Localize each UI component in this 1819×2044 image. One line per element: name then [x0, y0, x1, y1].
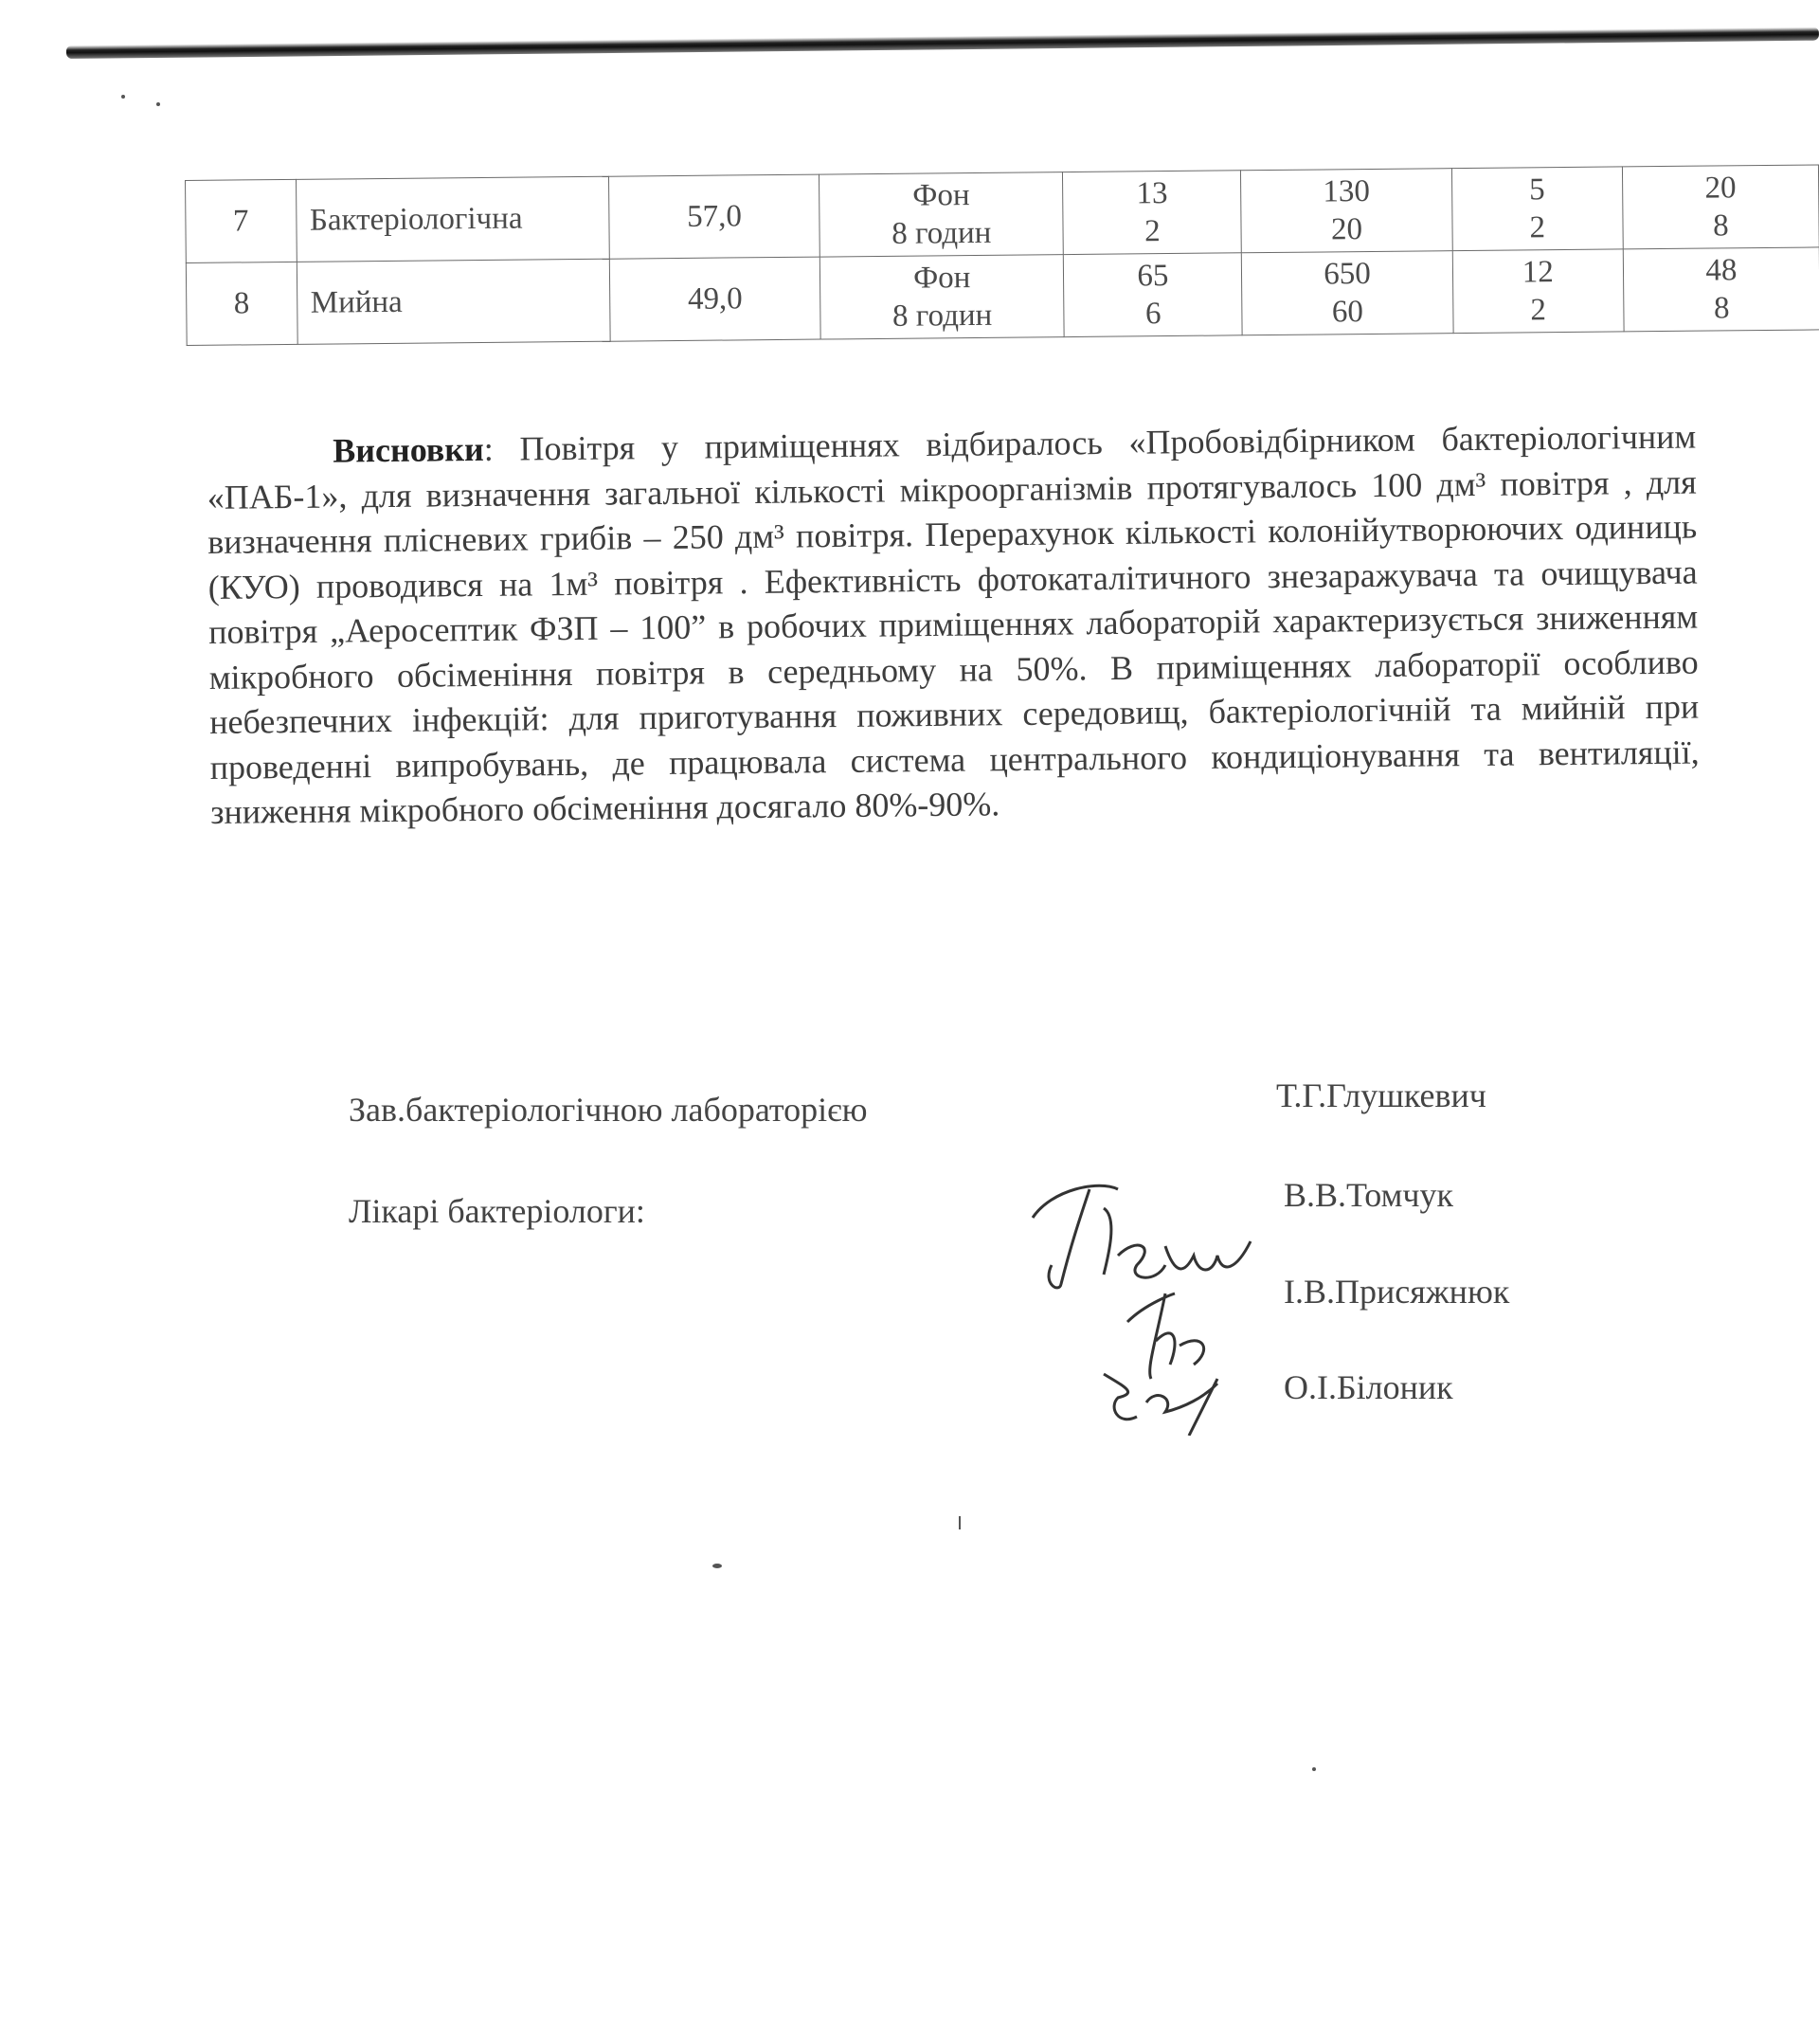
doctor-name: В.В.Томчук	[1284, 1176, 1453, 1214]
value-cell	[1241, 169, 1452, 253]
value-8-hours: 8	[1713, 291, 1730, 326]
signature-bilonyk	[1104, 1374, 1217, 1436]
room-area: 57,0	[609, 174, 820, 259]
value-cell	[1623, 247, 1819, 332]
scan-speck	[959, 1516, 961, 1529]
value-8-hours: 6	[1144, 297, 1162, 332]
period-background: Фон	[912, 178, 970, 213]
table-row	[186, 165, 1819, 263]
table-row	[186, 247, 1819, 346]
signature-prysiazhniuk	[1127, 1293, 1204, 1379]
period-cell	[819, 255, 1064, 339]
scan-speck	[121, 95, 125, 99]
room-name: Мийна	[297, 259, 610, 344]
conclusion-paragraph	[207, 415, 1700, 836]
doctor-name: О.І.Білоник	[1284, 1368, 1453, 1406]
doctors-title: Лікарі бактеріологи:	[349, 1192, 645, 1230]
value-background: 12	[1522, 255, 1554, 290]
value-cell	[1242, 251, 1453, 335]
period-8-hours: 8 годин	[891, 215, 992, 251]
value-cell	[1452, 249, 1624, 334]
conclusion-text: : Повітря у приміщеннях відбиралось «Пробовідбірником бактеріологічним «ПАБ-1», для визначення загальної кількості мікроорганізмів протягувалось 100 дм³ повітря , для визначення плісневих грибів – 250 дм³ повітря. Перерахунок кількості колонійутворюючих одиниць (КУО) проводився на 1м³ повітря . Ефективність фотокаталітичного знезаражувача та очищувача повітря „Аеросептик ФЗП – 100” в робочих приміщеннях лабораторій характеризується зниженням мікробного обсіменіння повітря в середньому на 50%. В приміщеннях лабораторії особливо небезпечних інфекцій: для приготування поживних середовищ, бактеріологічній та мийній при проведенні випробувань, де працювала система центрального кондиціонування та вентиляції, зниження мікробного обсіменіння досягало 80%-90%.	[207, 417, 1700, 831]
value-background: 65	[1137, 259, 1169, 294]
results-table	[185, 164, 1819, 346]
period-8-hours: 8 годин	[891, 298, 993, 334]
head-of-lab-name: Т.Г.Глушкевич	[1276, 1076, 1486, 1114]
value-cell	[1064, 253, 1243, 337]
conclusion-heading: Висновки	[333, 429, 484, 470]
value-8-hours: 20	[1330, 212, 1363, 247]
row-number: 8	[186, 262, 297, 345]
value-cell	[1451, 167, 1623, 251]
room-name: Бактеріологічна	[296, 176, 609, 262]
value-background: 48	[1705, 253, 1738, 288]
value-background: 13	[1136, 176, 1168, 211]
value-8-hours: 2	[1529, 210, 1546, 245]
period-cell	[819, 172, 1064, 257]
head-of-lab-title: Зав.бактеріологічною лабораторією	[349, 1091, 868, 1129]
value-8-hours: 8	[1713, 208, 1729, 244]
value-8-hours: 2	[1530, 293, 1547, 328]
value-cell	[1622, 165, 1819, 249]
doctor-name: І.В.Присяжнюк	[1284, 1273, 1510, 1311]
signature-tomchuk	[1033, 1185, 1251, 1288]
value-background: 650	[1324, 256, 1371, 292]
value-background: 20	[1704, 171, 1737, 206]
handwritten-signatures	[1014, 1151, 1288, 1436]
value-background: 5	[1528, 172, 1545, 208]
scan-top-edge-line	[66, 27, 1819, 59]
room-area: 49,0	[609, 257, 820, 341]
scan-speck	[712, 1564, 722, 1568]
scan-speck	[156, 102, 160, 106]
row-number: 7	[186, 179, 297, 262]
value-8-hours: 2	[1144, 214, 1161, 249]
value-background: 130	[1323, 173, 1371, 209]
value-8-hours: 60	[1331, 295, 1364, 330]
scan-speck	[1312, 1767, 1316, 1771]
period-background: Фон	[912, 261, 971, 296]
value-cell	[1063, 171, 1242, 255]
